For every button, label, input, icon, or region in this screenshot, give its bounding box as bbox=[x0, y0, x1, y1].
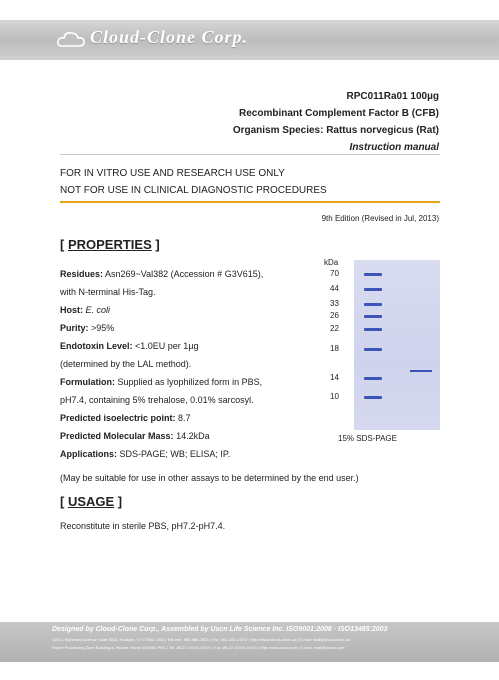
document-type: Instruction manual bbox=[349, 142, 439, 153]
mass-value: 14.2kDa bbox=[176, 431, 210, 441]
purity-label: Purity: bbox=[60, 323, 89, 333]
marker-label: 70 bbox=[330, 269, 339, 278]
usage-notice bbox=[60, 165, 327, 199]
mass-label: Predicted Molecular Mass: bbox=[60, 431, 174, 441]
applications-row bbox=[60, 445, 303, 463]
pi-row bbox=[60, 409, 303, 427]
catalog-number: RPC011Ra01 100µg bbox=[346, 91, 439, 102]
residues-row bbox=[60, 265, 303, 283]
company-name: Cloud-Clone Corp. bbox=[90, 27, 249, 47]
purity-value: >95% bbox=[91, 323, 115, 333]
notice-line-1: FOR IN VITRO USE AND RESEARCH USE ONLY bbox=[60, 168, 285, 179]
ladder-band bbox=[364, 328, 382, 331]
marker-label: 10 bbox=[330, 392, 339, 401]
ladder-band bbox=[364, 303, 382, 306]
purity-row bbox=[60, 319, 303, 337]
ladder-band bbox=[364, 348, 382, 351]
residues-value: Asn269~Val382 (Accession # G3V615), bbox=[105, 269, 264, 279]
footer-credits: Designed by Cloud-Clone Corp., Assembled by Uscn Life Science Inc. ISO9001:2008 · ISO13485:2003 bbox=[52, 626, 388, 633]
gel-caption: 15% SDS-PAGE bbox=[338, 434, 397, 443]
pi-value: 8.7 bbox=[178, 413, 191, 423]
usage-instructions: Reconstitute in sterile PBS, pH7.2-pH7.4. bbox=[60, 521, 226, 531]
gel-image bbox=[354, 260, 440, 430]
endotoxin-value: <1.0EU per 1µg bbox=[135, 341, 199, 351]
notice-line-2: NOT FOR USE IN CLINICAL DIAGNOSTIC PROCEDURES bbox=[60, 185, 327, 196]
ladder-band bbox=[364, 273, 382, 276]
accent-divider bbox=[60, 201, 440, 203]
formulation-value: Supplied as lyophilized form in PBS, bbox=[117, 377, 263, 387]
footer-address-cn: Export Processing Zone Building 8, Wuhan, Hubei 430056, PRC | Tel: 86-27-XXXX-XXXX | Fax: 86-27-XXXX-XXXX | http://www.uscn.com | E-mail: mail@uscnk.com bbox=[52, 645, 345, 650]
applications-value: SDS-PAGE; WB; ELISA; IP. bbox=[119, 449, 231, 459]
organism-species: Organism Species: Rattus norvegicus (Rat) bbox=[232, 125, 439, 136]
formulation-row bbox=[60, 373, 303, 391]
marker-label: 44 bbox=[330, 284, 339, 293]
cloud-logo-icon bbox=[56, 28, 86, 50]
host-value: E. coli bbox=[85, 305, 111, 315]
usage-heading-text: USAGE bbox=[67, 494, 115, 509]
ladder-band bbox=[364, 396, 382, 399]
sample-band bbox=[410, 370, 432, 372]
pi-label: Predicted isoelectric point: bbox=[60, 413, 176, 423]
footer-address-us: 1107C Richmond Avenue Suite 3018, Houston, TX 77082, USA | Toll-free: 800-980-7625 | Fax: 301-333-XXXX | http://www.cloud-clone.us | E-mail: mail@cloud-clone.us bbox=[52, 637, 351, 642]
properties-heading-text: PROPERTIES bbox=[67, 237, 152, 252]
formulation-label: Formulation: bbox=[60, 377, 115, 387]
divider bbox=[60, 154, 440, 155]
endotoxin-row-2: (determined by the LAL method). bbox=[60, 359, 192, 369]
endotoxin-label: Endotoxin Level: bbox=[60, 341, 133, 351]
host-row bbox=[60, 301, 303, 319]
marker-label: 18 bbox=[330, 344, 339, 353]
host-label: Host: bbox=[60, 305, 83, 315]
formulation-row-2: pH7.4, containing 5% trehalose, 0.01% sarcosyl. bbox=[60, 395, 254, 405]
mass-row bbox=[60, 427, 303, 445]
ladder-band bbox=[364, 315, 382, 318]
ladder-band bbox=[364, 288, 382, 291]
usage-heading: [ USAGE ] bbox=[60, 494, 123, 509]
marker-label: 33 bbox=[330, 299, 339, 308]
title-block bbox=[233, 88, 439, 156]
residues-label: Residues: bbox=[60, 269, 104, 279]
kda-unit-label: kDa bbox=[324, 258, 339, 267]
marker-label: 22 bbox=[330, 324, 339, 333]
suitability-note: (May be suitable for use in other assays to be determined by the end user.) bbox=[60, 473, 359, 483]
marker-label: 14 bbox=[330, 373, 339, 382]
sds-page-figure bbox=[316, 254, 446, 444]
properties-list bbox=[60, 265, 303, 463]
ladder-band bbox=[364, 377, 382, 380]
properties-heading: [ PROPERTIES ] bbox=[60, 237, 160, 252]
endotoxin-row bbox=[60, 337, 303, 355]
marker-label: 26 bbox=[330, 311, 339, 320]
residues-row-2: with N-terminal His-Tag. bbox=[60, 287, 156, 297]
product-name: Recombinant Complement Factor B (CFB) bbox=[238, 108, 439, 119]
applications-label: Applications: bbox=[60, 449, 118, 459]
edition-info: 9th Edition (Revised in Jul, 2013) bbox=[321, 214, 439, 223]
